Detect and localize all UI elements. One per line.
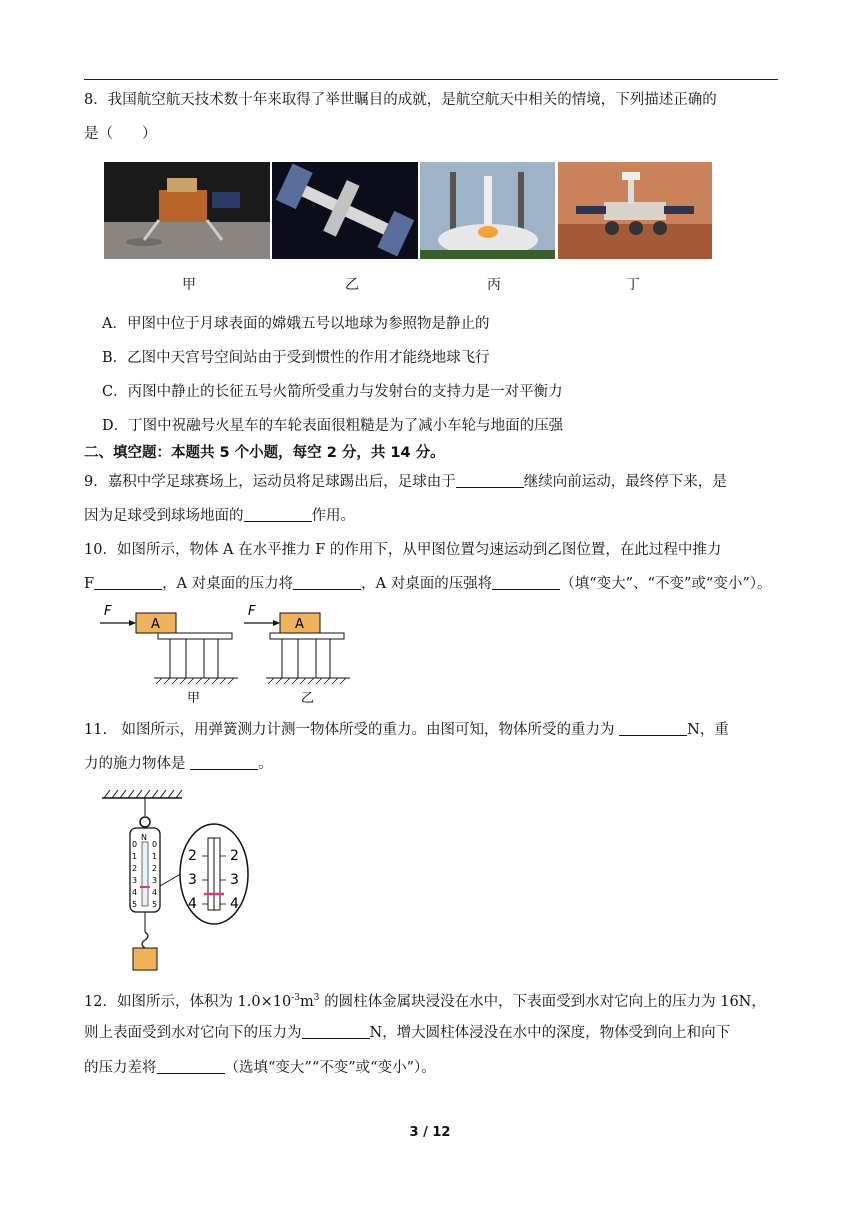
caption-ding: 丁 xyxy=(626,277,640,293)
force-label: F xyxy=(248,604,256,619)
photo-jia-lunar-lander xyxy=(104,162,270,259)
section-heading: 二、填空题：本题共 5 个小题，每空 2 分，共 14 分。 xyxy=(84,445,445,461)
scale-tick-1-right: 1 xyxy=(152,852,158,861)
q9-line2: 因为足球受到球场地面的 作用。 xyxy=(84,508,355,524)
caption-yi: 乙 xyxy=(345,277,359,293)
q8-option-b: B．乙图中天宫号空间站由于受到惯性的作用才能绕地球飞行 xyxy=(102,350,490,366)
q12-line3: 的压力差将 （选填“变大”“不变”或“变小”）。 xyxy=(84,1060,436,1076)
q8-option-c: C．丙图中静止的长征五号火箭所受重力与发射台的支持力是一对平衡力 xyxy=(102,384,563,400)
q8-stem-cont: 是（ ） xyxy=(84,126,157,142)
block-label: A xyxy=(151,617,160,632)
q12-line1: 12．如图所示，体积为 $1.0\times 10^{-3}m^3$ 的圆柱体金属块浸没在水中，下表面受到水对它向上的压力为 16N， xyxy=(84,993,766,1010)
q8-option-a: A．甲图中位于月球表面的嫦娥五号以地球为参照物是静止的 xyxy=(102,316,490,332)
q8-stem: 8．我国航空航天技术数十年来取得了举世瞩目的成就，是航空航天中相关的情境，下列描述正确的 xyxy=(84,92,717,108)
q10-line2: F ，A 对桌面的压力将 ，A 对桌面的压强将 （填“变大”、“不变”或“变小”）。 xyxy=(84,576,772,592)
zoom-tick-2-right: 2 xyxy=(230,848,239,864)
q10-figure xyxy=(98,600,358,712)
q10-blank-1[interactable] xyxy=(94,575,162,590)
caption-bing: 丙 xyxy=(487,277,501,293)
caption-jia: 甲 xyxy=(182,277,196,293)
scale-tick-3-right: 3 xyxy=(152,876,158,885)
q12-line2: 则上表面受到水对它向下的压力为 N，增大圆柱体浸没在水中的深度，物体受到向上和向下 xyxy=(84,1025,731,1041)
header-rule xyxy=(84,79,778,80)
scale-tick-5: 5 xyxy=(132,900,138,909)
scale-tick-1: 1 xyxy=(132,852,138,861)
fig-caption-yi: 乙 xyxy=(301,691,315,706)
q10-line1: 10．如图所示，物体 A 在水平推力 F 的作用下，从甲图位置匀速运动到乙图位置，在此过程中推力 xyxy=(84,542,722,558)
q12-blank-2[interactable] xyxy=(157,1059,225,1074)
zoom-tick-3: 3 xyxy=(188,872,197,888)
q10-fig-yi xyxy=(244,604,350,706)
q9-blank-1[interactable] xyxy=(456,473,524,488)
q10-blank-2[interactable] xyxy=(293,575,361,590)
scale-tick-2-right: 2 xyxy=(152,864,158,873)
q11-line2: 力的施力物体是 。 xyxy=(84,756,273,772)
zoom-tick-2: 2 xyxy=(188,848,197,864)
q10-blank-3[interactable] xyxy=(492,575,560,590)
q11-line1: 11. 如图所示，用弹簧测力计测一物体所受的重力。由图可知，物体所受的重力为 N，重 xyxy=(84,722,729,738)
photo-ding-mars-rover xyxy=(558,162,712,259)
scale-tick-3: 3 xyxy=(132,876,138,885)
scale-tick-0-right: 0 xyxy=(152,840,158,849)
scale-tick-4: 4 xyxy=(132,888,138,897)
block-label: A xyxy=(295,617,304,632)
force-label: F xyxy=(104,604,112,619)
q10-fig-jia xyxy=(100,604,238,706)
q9-blank-2[interactable] xyxy=(244,507,312,522)
scale-tick-0: 0 xyxy=(132,840,138,849)
page-number: 3 / 12 xyxy=(409,1125,451,1140)
scale-tick-2: 2 xyxy=(132,864,138,873)
q11-spring-scale-figure xyxy=(96,786,256,976)
q8-option-d: D．丁图中祝融号火星车的车轮表面很粗糙是为了减小车轮与地面的压强 xyxy=(102,418,564,434)
fig-caption-jia: 甲 xyxy=(187,691,201,706)
scale-tick-5-right: 5 xyxy=(152,900,158,909)
photo-yi-space-station xyxy=(272,162,418,259)
q11-blank-1[interactable] xyxy=(619,721,687,736)
zoom-tick-4-right: 4 xyxy=(230,896,239,912)
zoom-tick-4: 4 xyxy=(188,896,197,912)
photo-bing-rocket-launch xyxy=(420,162,555,259)
q11-blank-2[interactable] xyxy=(190,755,258,770)
scale-unit: N xyxy=(141,833,147,842)
scale-tick-4-right: 4 xyxy=(152,888,158,897)
q9-line1: 9．嘉积中学足球赛场上，运动员将足球踢出后，足球由于 继续向前运动，最终停下来，是 xyxy=(84,474,727,490)
q12-blank-1[interactable] xyxy=(302,1024,370,1039)
zoom-tick-3-right: 3 xyxy=(230,872,239,888)
